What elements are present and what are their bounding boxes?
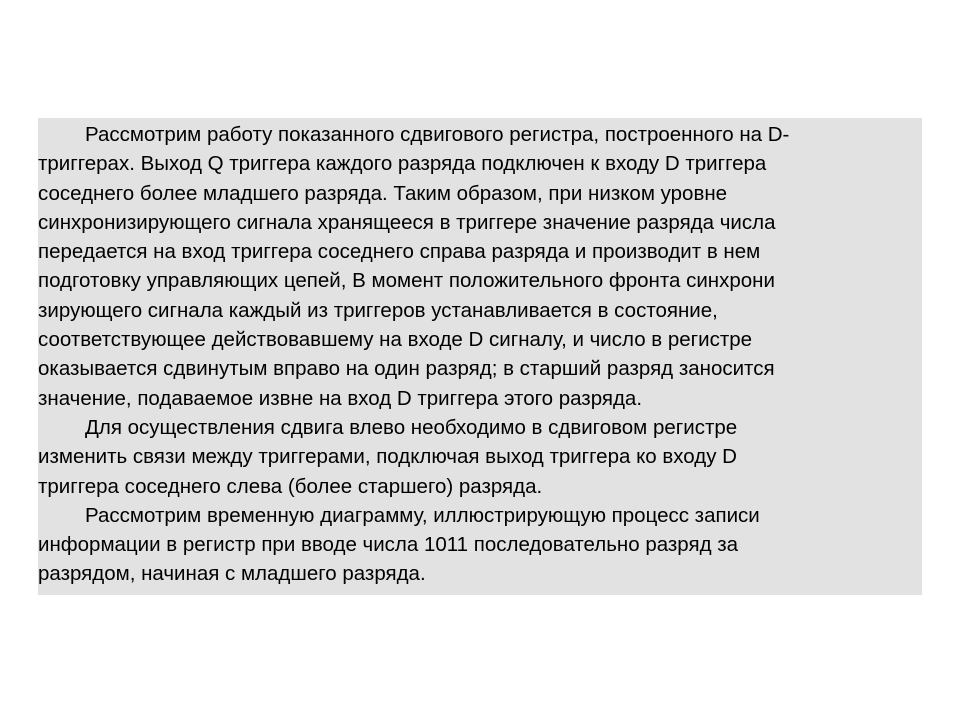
- paragraph-2-line-1: Для осуществления сдвига влево необходимо в сдвиговом регистре: [85, 415, 738, 439]
- paragraph-1-line-4: синхронизирующего сигнала хранящееся в триггере значение разряда числа: [38, 210, 776, 234]
- paragraph-2-line-2: изменить связи между триггерами, подключая выход триггера ко входу D: [38, 445, 737, 469]
- paragraph-1-line-5: передается на вход триггера соседнего справа разряда и производит в нем: [38, 240, 761, 264]
- paragraph-1-line-2: триггерах. Выход Q триггера каждого разряда подключен к входу D триггера: [38, 152, 767, 176]
- paragraph-1-line-10: значение, подаваемое извне на вход D триггера этого разряда.: [38, 386, 643, 410]
- paragraph-1-line-1: Рассмотрим работу показанного сдвигового регистра, построенного на D-: [85, 123, 790, 146]
- paragraph-3-line-2: информации в регистр при вводе числа 1011 последовательно разряд за: [38, 533, 739, 557]
- paragraph-1-line-7: зирующего сигнала каждый из триггеров устанавливается в состояние,: [38, 298, 718, 322]
- text-box: [38, 118, 922, 595]
- paragraph-1-line-9: оказывается сдвинутым вправо на один разряд; в старший разряд заносится: [38, 357, 775, 381]
- paragraph-2-line-3: триггера соседнего слева (более старшего) разряда.: [38, 474, 543, 498]
- paragraph-1-line-6: подготовку управляющих цепей, В момент положительного фронта синхрони: [38, 269, 775, 293]
- paragraph-3-line-3: разрядом, начиная с младшего разряда.: [38, 562, 426, 586]
- paragraph-1-line-8: соответствующее действовавшему на входе D сигналу, и число в регистре: [38, 328, 753, 352]
- paragraph-1-line-3: соседнего более младшего разряда. Таким образом, при низком уровне: [38, 181, 728, 205]
- paragraph-3-line-1: Рассмотрим временную диаграмму, иллюстрирующую процесс записи: [85, 503, 760, 527]
